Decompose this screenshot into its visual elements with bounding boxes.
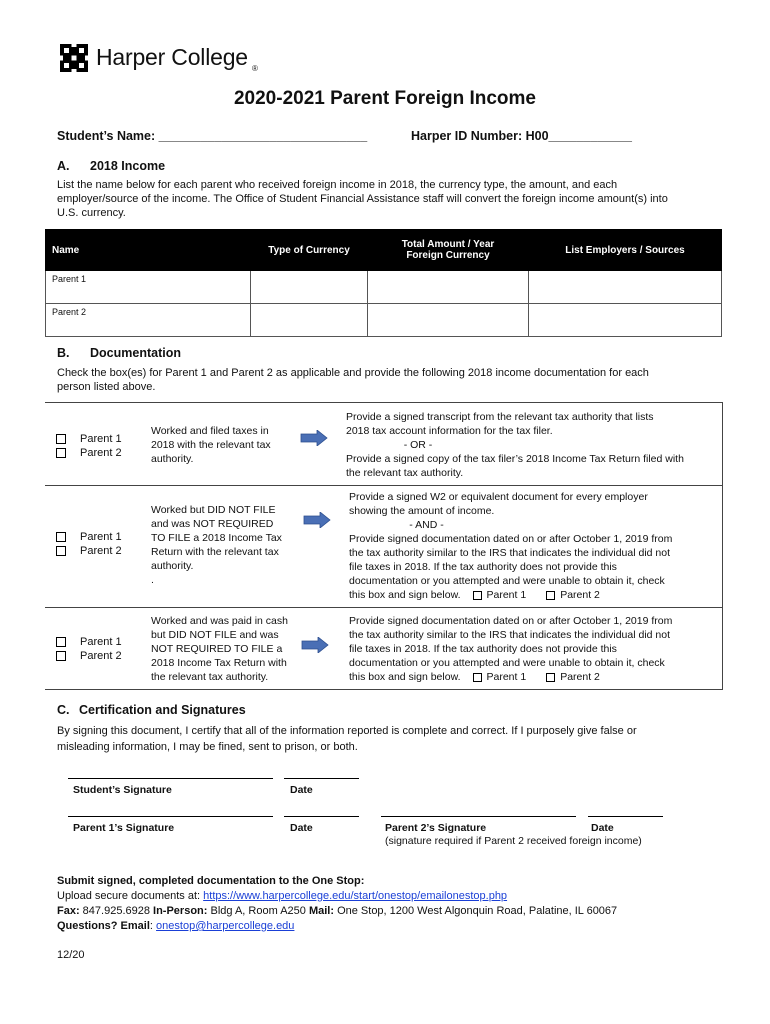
col-amount: Total Amount / Year Foreign Currency [368, 230, 529, 271]
requirement-text: Provide signed documentation dated on or after October 1, 2019 from the tax authority similar to the IRS that indicates the individual did not file taxes in 2018. If the tax authority does not provide this documentation or you attempted and were unable to obtain it, check this box and sign below. Parent 1 Parent 2 [349, 615, 673, 683]
parent1-checkbox[interactable] [56, 637, 66, 647]
requirement-text: Provide a signed transcript from the relevant tax authority that lists 2018 tax account information for the tax filer. - OR - Provide a signed copy of the tax filer’s 2018 Income Tax Return filed with the relevant tax authority. [346, 411, 684, 479]
parent-checkboxes: Parent 1 Parent 2 [56, 530, 122, 558]
requirement-text: Provide a signed W2 or equivalent document for every employer showing the amount of income. - AND - Provide signed documentation dated on or after October 1, 2019 from the tax authority similar to the IRS that indicates the individual did not file taxes in 2018. If the tax authority does not provide this documentation or you attempted and were unable to obtain it, check this box and sign below. Parent 1 Parent 2 [349, 491, 673, 601]
parent1-checkbox[interactable] [56, 532, 66, 542]
col-currency: Type of Currency [251, 230, 368, 271]
parent1-date-line[interactable] [284, 816, 359, 817]
parent2-checkbox[interactable] [546, 673, 555, 682]
questions-line: Questions? Email: onestop@harpercollege.edu [57, 920, 295, 932]
parent2-checkbox[interactable] [56, 448, 66, 458]
doc-row-1 [45, 402, 723, 486]
parent2-checkbox[interactable] [56, 546, 66, 556]
student-signature-label: Student’s Signature [73, 784, 172, 796]
section-c-heading: Certification and Signatures [79, 703, 246, 717]
registered-mark: ® [252, 64, 258, 73]
parent1-date-label: Date [290, 822, 313, 834]
parent2-signature-note: (signature required if Parent 2 received foreign income) [385, 835, 642, 847]
parent2-checkbox[interactable] [56, 651, 66, 661]
page-title: 2020-2021 Parent Foreign Income [233, 88, 536, 109]
parent2-date-line[interactable] [588, 816, 663, 817]
upload-line: Upload secure documents at: https://www.harpercollege.edu/start/onestop/emailonestop.php [57, 890, 508, 902]
parent1-signature-label: Parent 1’s Signature [73, 822, 175, 834]
parent2-signature-line[interactable] [381, 816, 576, 817]
situation-text: Worked but DID NOT FILE and was NOT REQUIRED TO FILE a 2018 Income Tax Return with the relevant tax authority. . [151, 504, 282, 586]
doc-row-3 [45, 607, 723, 690]
student-signature-line[interactable] [68, 778, 273, 779]
harper-logo-icon [60, 44, 88, 72]
parent2-name-cell[interactable]: Parent 2 [46, 304, 251, 337]
doc-row-2 [45, 484, 723, 608]
table-header-row [46, 230, 722, 271]
parent1-amount-cell[interactable] [368, 271, 529, 304]
harper-id-field[interactable]: Harper ID Number: H00____________ [411, 129, 632, 143]
submission-info [57, 874, 757, 934]
org-name: Harper College [96, 44, 248, 70]
parent2-currency-cell[interactable] [251, 304, 368, 337]
situation-text: Worked and was paid in cash but DID NOT FILE and was NOT REQUIRED TO FILE a 2018 Income Tax Return with the relevant tax authority. [151, 615, 288, 683]
section-c-intro: By signing this document, I certify that all of the information reported is complete and correct. If I purposely give false or misleading information, I may be fined, sent to prison, or both. [57, 725, 637, 753]
parent1-checkbox[interactable] [473, 591, 482, 600]
section-a-heading: 2018 Income [90, 159, 166, 173]
parent-checkboxes: Parent 1 Parent 2 [56, 635, 122, 663]
student-date-line[interactable] [284, 778, 359, 779]
section-a-intro: List the name below for each parent who received foreign income in 2018, the currency type, the amount, and each employer/source of the income. The Office of Student Financial Assistance staff will convert the foreign income amount(s) into U.S. currency. [57, 179, 668, 219]
foreign-income-table [45, 229, 722, 337]
table-row [46, 304, 722, 337]
contact-line: Fax: 847.925.6928 In-Person: Bldg A, Room A250 Mail: One Stop, 1200 West Algonquin Road, Palatine, IL 60067 [57, 905, 618, 917]
email-link[interactable]: onestop@harpercollege.edu [156, 920, 295, 932]
section-b-intro: Check the box(es) for Parent 1 and Parent 2 as applicable and provide the following 2018 income documentation for each person listed above. [57, 367, 649, 393]
parent1-name-cell[interactable]: Parent 1 [46, 271, 251, 304]
col-name: Name [46, 230, 251, 271]
upload-link[interactable]: https://www.harpercollege.edu/start/onestop/emailonestop.php [203, 890, 508, 902]
section-c-letter: C. [57, 703, 70, 717]
student-date-label: Date [290, 784, 313, 796]
parent-checkboxes: Parent 1 Parent 2 [56, 432, 122, 460]
student-name-field[interactable]: Student’s Name: ______________________________ [57, 129, 368, 143]
parent1-sources-cell[interactable] [529, 271, 722, 304]
section-b-letter: B. [57, 346, 70, 360]
table-row [46, 271, 722, 304]
arrow-right-icon [300, 430, 328, 446]
parent2-signature-label: Parent 2’s Signature [385, 822, 487, 834]
parent1-currency-cell[interactable] [251, 271, 368, 304]
parent2-amount-cell[interactable] [368, 304, 529, 337]
arrow-right-icon [303, 512, 331, 528]
section-a-letter: A. [57, 159, 70, 173]
parent2-sources-cell[interactable] [529, 304, 722, 337]
section-b-heading: Documentation [90, 346, 181, 360]
form-date-code: 12/20 [57, 949, 85, 961]
submit-heading: Submit signed, completed documentation to the One Stop: [57, 875, 365, 887]
parent2-date-label: Date [591, 822, 614, 834]
situation-text: Worked and filed taxes in 2018 with the relevant tax authority. [151, 425, 271, 465]
col-sources: List Employers / Sources [529, 230, 722, 271]
parent1-checkbox[interactable] [473, 673, 482, 682]
parent1-signature-line[interactable] [68, 816, 273, 817]
parent2-checkbox[interactable] [546, 591, 555, 600]
parent1-checkbox[interactable] [56, 434, 66, 444]
arrow-right-icon [301, 637, 329, 653]
